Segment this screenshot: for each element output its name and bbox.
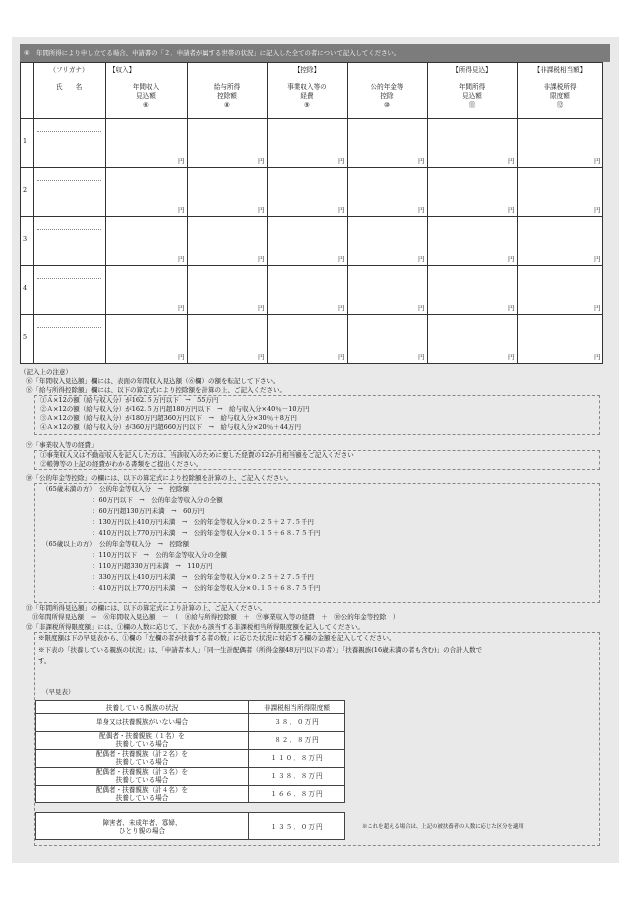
business-amount-field[interactable] [268,315,346,362]
quick-reference-table [35,700,345,803]
yen-unit: 円 [508,353,515,361]
quick-row-label: 配偶者・扶養親族（１名）を 扶養している場合 [99,732,185,748]
yen-unit: 円 [178,206,185,214]
note-12-item: す。 [38,657,51,665]
salary-amount-field[interactable] [188,119,266,166]
nontax-amount-field[interactable] [518,168,602,215]
note-9-item: ②帳簿等の上記の経費がわかる書類をご提出ください。 [40,460,203,468]
annual-amount-field[interactable] [428,266,516,313]
yen-unit: 円 [594,255,601,263]
yen-unit: 円 [508,304,515,312]
yen-unit: 円 [178,255,185,263]
row-number: 1 [23,137,28,145]
business-amount-field[interactable] [268,119,346,166]
annual-amount-field[interactable] [428,315,516,362]
special-case-label: 障害者、未成年者、寡婦、 ひとり親の場合 [102,819,182,835]
yen-unit: 円 [258,255,265,263]
yen-unit: 円 [338,353,345,361]
income-amount-field[interactable] [106,168,186,215]
note-8-item: ④Ａ×12の額（給与収入分）が360万円超660万円以下 → 給与収入分×20％＋44万円 [40,423,301,431]
quick-row-value: ８２．８万円 [274,736,320,744]
quick-row-label: 配偶者・扶養親族（計２名）を 扶養している場合 [95,750,189,766]
name-field[interactable] [34,182,104,214]
quick-row-label: 配偶者・扶養親族（計３名）を 扶養している場合 [95,768,189,784]
income-amount-field[interactable] [106,119,186,166]
yen-unit: 円 [338,157,345,165]
yen-unit: 円 [594,206,601,214]
income-table [20,62,603,364]
nontax-amount-field[interactable] [518,315,602,362]
note-10-item: ：410万円以上770万円未満 → 公的年金等収入分×０.１５＋６８.７５千円 [92,584,321,592]
note-10: ⑩「公的年金等控除」の欄には、以下の算定式により控除額を計算の上、ご記入ください。 [26,474,293,482]
quick-row-value: １１０．８万円 [270,754,324,762]
note-11: ⑪「年間所得見込額」の欄には、以下の算定式により計算の上、ご記入ください。 [26,604,267,612]
pension-amount-field[interactable] [348,119,426,166]
yen-unit: 円 [338,206,345,214]
note-9-item: ①事業収入又は不動産収入を記入した方は、当該収入のために要した経費の12か月相当額をご記入ください [40,451,354,459]
quick-row-label: 単身又は扶養親族がいない場合 [95,718,189,726]
annual-amount-field[interactable] [428,168,516,215]
annual-amount-field[interactable] [428,119,516,166]
income-amount-field[interactable] [106,217,186,264]
nontax-group-label: 【非課税相当額】 [533,66,587,74]
note-10-item: ：60万円以下 → 公的年金等収入分の全額 [92,496,223,504]
income-amount-field[interactable] [106,315,186,362]
name-field[interactable] [34,329,104,361]
name-field[interactable] [34,280,104,312]
pension-amount-field[interactable] [348,266,426,313]
note-8-item: ②Ａ×12の額（給与収入分）が162.５万円超180万円以下 → 給与収入分×40％－10万円 [40,405,310,413]
note-10-item: ：410万円以上770万円未満 → 公的年金等収入分×０.１５＋６８.７５千円 [92,529,321,537]
col-nontax-header: 非課税所得 限度額 ⑫ [543,83,577,109]
yen-unit: 円 [338,304,345,312]
note-10-item: （65歳以上の方） 公的年金等収入分 → 控除額 [42,540,189,548]
yen-unit: 円 [418,206,425,214]
note-8-item: ③Ａ×12の額（給与収入分）が180万円超360万円以下 → 給与収入分×30％＋8万円 [40,414,297,422]
note-6: ⑥「年間収入見込額」欄には、表面の年間収入見込額（⑥欄）の額を転記して下さい。 [26,377,280,385]
salary-amount-field[interactable] [188,217,266,264]
yen-unit: 円 [508,157,515,165]
yen-unit: 円 [594,353,601,361]
special-case-value: １３５．０万円 [270,823,324,831]
business-amount-field[interactable] [268,217,346,264]
note-10-item: （65歳未満の方） 公的年金等収入分 → 控除額 [42,485,189,493]
row-number: 4 [23,284,28,292]
note-12-item: ※下表の「扶養している親族の状況」は、「申請者本人」「同一生計配偶者（所得金額48万円以下の者）」「扶養親族(16歳未満の者も含む)」の合計人数で [38,646,483,654]
income-est-group-label: 【所得見込】 [452,66,492,74]
col-annual-header: 年間所得 見込額 ⑪ [458,83,486,109]
furigana-field[interactable] [37,278,101,279]
salary-amount-field[interactable] [188,315,266,362]
nontax-amount-field[interactable] [518,119,602,166]
yen-unit: 円 [178,353,185,361]
name-field[interactable] [34,133,104,165]
note-8: ⑧「給与所得控除額」欄には、以下の算定式により控除額を計算の上、ご記入ください。 [26,386,286,394]
quick-row-label: 配偶者・扶養親族（計４名）を 扶養している場合 [95,786,189,802]
yen-unit: 円 [508,255,515,263]
col-business-header: 事業収入等の 経費 ⑨ [287,83,327,109]
quick-row-value: １３８．８万円 [270,772,324,780]
note-11-formula: ⑪年間所得見込額 ＝ ⑥年間収入見込額 － （ ⑧給与所得控除額 ＋ ⑨事業収入等の経費 ＋ ⑩公的年金等控除 ） [32,613,400,621]
furigana-field[interactable] [37,327,101,328]
row-number: 2 [23,186,28,194]
quick-header-status: 扶養している親族の状況 [105,704,179,712]
salary-amount-field[interactable] [188,266,266,313]
section-banner: ⑥ 年間所得により申し立てる場合、申請書の「２．申請者が属する世帯の状況」に記入した全ての者について記入してください。 [20,44,610,62]
income-group-label: 【収入】 [109,66,136,74]
yen-unit: 円 [258,353,265,361]
special-case-table [35,812,345,840]
note-12: ⑫「非課税所得限度額」には、①欄の人数に応じて、下表から該当する非課税相当所得限度額を記入してください。 [26,623,364,631]
yen-unit: 円 [418,353,425,361]
yen-unit: 円 [594,157,601,165]
pension-amount-field[interactable] [348,168,426,215]
yen-unit: 円 [258,206,265,214]
note-8-item: ①Ａ×12の額（給与収入分）が162.５万円以下 → 55万円 [40,396,219,404]
notes-title: （記入上の注意） [20,368,72,376]
yen-unit: 円 [508,206,515,214]
furigana-label: （フリガナ） [49,66,89,74]
yen-unit: 円 [178,157,185,165]
col-salary-header: 給与所得 控除額 ⑧ [213,83,241,109]
yen-unit: 円 [338,255,345,263]
quick-row-value: １６６．８万円 [270,790,324,798]
yen-unit: 円 [258,157,265,165]
furigana-field[interactable] [37,229,101,230]
row-number: 5 [23,333,28,341]
income-amount-field[interactable] [106,266,186,313]
col-income-header: 年間収入 見込額 ⑥ [132,83,160,109]
furigana-field[interactable] [37,180,101,181]
note-12-item: ※限度額は下の早見表から、①欄の「左欄の者が扶養する者の数」に応じた状況に対応する欄の金額を記入してください。 [38,634,396,642]
yen-unit: 円 [258,304,265,312]
pension-amount-field[interactable] [348,315,426,362]
furigana-field[interactable] [37,131,101,132]
note-10-item: ：130万円以上410万円未満 → 公的年金等収入分×０.２５＋２７.５千円 [92,518,314,526]
note-10-item: ：110万円以下 → 公的年金等収入分の全額 [92,551,227,559]
yen-unit: 円 [418,157,425,165]
deduction-group-label: 【控除】 [293,66,321,74]
name-label: 氏 名 [55,83,83,91]
quick-table-title: （早見表） [42,688,75,696]
yen-unit: 円 [418,304,425,312]
yen-unit: 円 [594,304,601,312]
yen-unit: 円 [418,255,425,263]
quick-row-value: ３８．０万円 [274,718,320,726]
quick-header-limit: 非課税相当所得限度額 [264,704,330,712]
yen-unit: 円 [178,304,185,312]
pension-amount-field[interactable] [348,217,426,264]
business-amount-field[interactable] [268,168,346,215]
business-amount-field[interactable] [268,266,346,313]
side-note: ※これを超える場合は、上記の被扶養者の人数に応じた区分を適用 [362,824,524,830]
note-10-item: ：110万円超330万円未満 → 110万円 [92,562,213,570]
note-10-item: ：330万円以上410万円未満 → 公的年金等収入分×０.２５＋２７.５千円 [92,573,314,581]
col-pension-header: 公的年金等 控除 ⑩ [370,83,404,109]
row-number: 3 [23,235,28,243]
note-9: ⑨「事業収入等の経費」 [26,441,98,449]
name-field[interactable] [34,231,104,263]
note-10-item: ：60万円超130万円未満 → 60万円 [92,507,205,515]
annual-amount-field[interactable] [428,217,516,264]
salary-amount-field[interactable] [188,168,266,215]
nontax-amount-field[interactable] [518,266,602,313]
nontax-amount-field[interactable] [518,217,602,264]
